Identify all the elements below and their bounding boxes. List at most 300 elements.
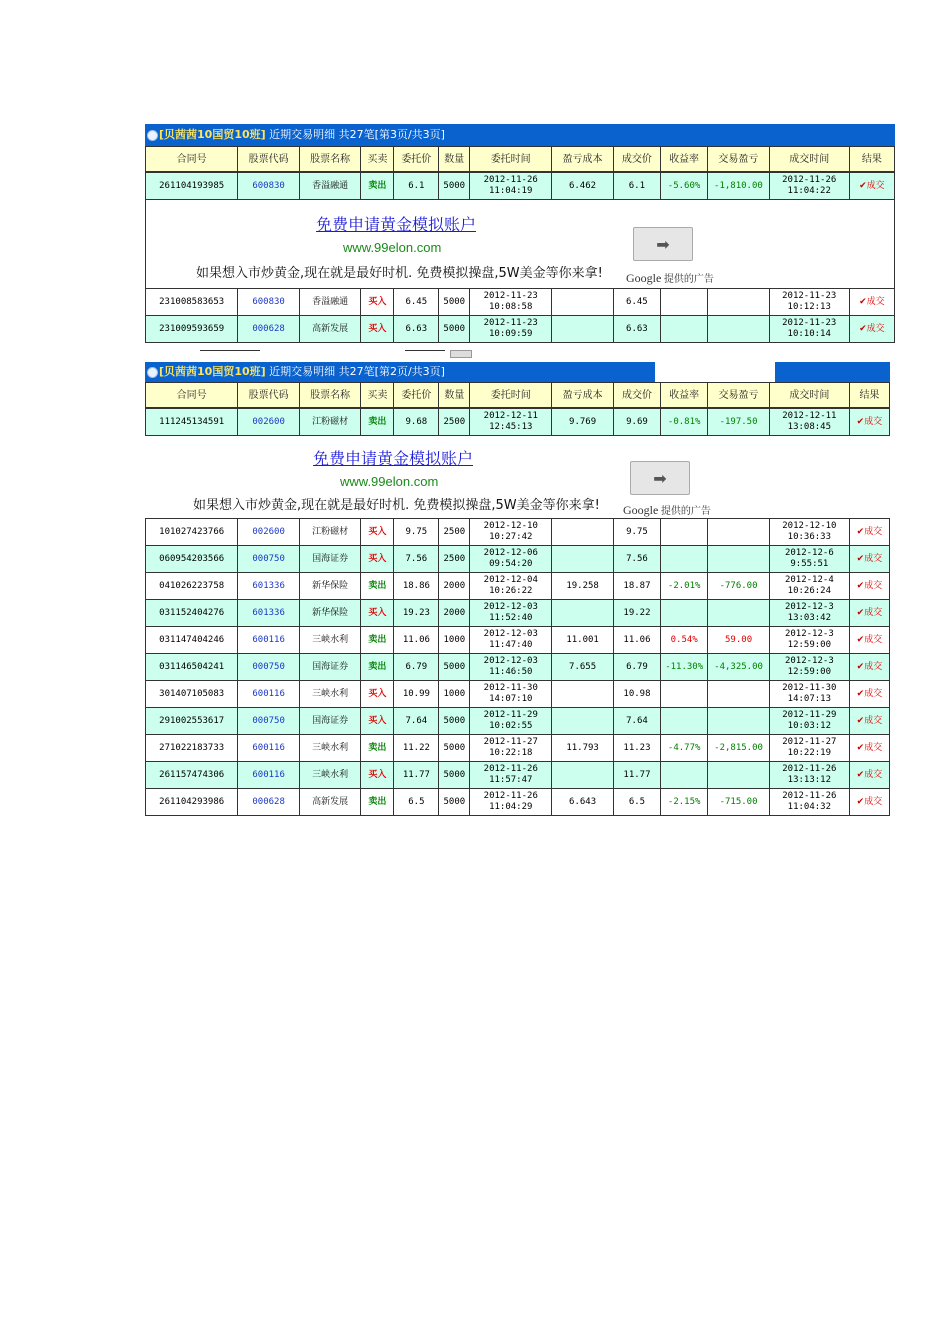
arrow-right-icon: ➡ bbox=[653, 468, 667, 488]
cost-cell: 6.643 bbox=[552, 789, 614, 816]
ad-arrow-button[interactable] bbox=[633, 227, 693, 261]
checkmark-icon: ✔ bbox=[856, 634, 865, 645]
stock-code-link[interactable]: 601336 bbox=[238, 573, 300, 600]
table-row bbox=[146, 409, 890, 436]
stock-name-cell: 江粉磁材 bbox=[299, 409, 361, 436]
quantity-cell: 1000 bbox=[439, 627, 470, 654]
order-clock-text: 10:22:18 bbox=[489, 748, 533, 758]
cost-cell: 11.001 bbox=[552, 627, 614, 654]
cost-cell: 7.655 bbox=[552, 654, 614, 681]
ad-text: 如果想入市炒黄金,现在就是最好时机. 免费模拟操盘,5W美金等你来拿! bbox=[193, 498, 600, 513]
panel-info-text: 近期交易明细 共27笔[第2页/共3页] bbox=[269, 365, 445, 378]
profit-loss-cell: -1,810.00 bbox=[708, 173, 770, 200]
header-row bbox=[146, 147, 895, 172]
result-cell bbox=[849, 409, 889, 436]
order-time-cell bbox=[470, 316, 552, 343]
ad-url[interactable]: www.99elon.com bbox=[340, 474, 439, 489]
deal-time-cell bbox=[769, 316, 849, 343]
order-time-cell bbox=[470, 654, 552, 681]
contract-id-cell: 271022183733 bbox=[146, 735, 238, 762]
ad-title-link[interactable]: 免费申请黄金模拟账户 bbox=[316, 215, 477, 234]
deal-clock-text: 13:08:45 bbox=[787, 422, 832, 432]
ad-provided-label: 提供的广告 bbox=[660, 506, 711, 517]
deal-time-cell bbox=[769, 762, 849, 789]
return-rate-cell: -5.60% bbox=[660, 173, 707, 200]
ad-banner[interactable] bbox=[145, 436, 888, 518]
deal-date-text: 2012-12-11 bbox=[782, 411, 837, 421]
ad-provided-label: 提供的广告 bbox=[663, 274, 714, 285]
order-time-cell bbox=[470, 681, 552, 708]
result-text: 成交 bbox=[864, 634, 883, 645]
column-header: 买卖 bbox=[361, 383, 394, 408]
order-price-cell: 6.45 bbox=[394, 289, 439, 316]
quantity-cell: 5000 bbox=[439, 654, 470, 681]
quantity-cell: 5000 bbox=[439, 762, 470, 789]
contract-id-cell: 261104293986 bbox=[146, 789, 238, 816]
table-row bbox=[146, 762, 890, 789]
return-rate-cell: -2.15% bbox=[661, 789, 708, 816]
result-text: 成交 bbox=[866, 180, 885, 191]
result-cell bbox=[849, 708, 889, 735]
side-cell: 卖出 bbox=[361, 573, 394, 600]
order-date-text: 2012-12-03 bbox=[483, 629, 538, 639]
column-header: 收益率 bbox=[660, 147, 707, 172]
contract-id-cell: 301407105083 bbox=[146, 681, 238, 708]
contract-id-cell: 111245134591 bbox=[146, 409, 238, 436]
stock-code-link[interactable]: 000628 bbox=[238, 789, 300, 816]
ad-title-link[interactable]: 免费申请黄金模拟账户 bbox=[313, 449, 474, 468]
google-logo: Google bbox=[626, 271, 662, 285]
checkmark-icon: ✔ bbox=[856, 715, 865, 726]
order-date-text: 2012-11-26 bbox=[483, 764, 538, 774]
title-bar-gap bbox=[655, 362, 775, 382]
checkmark-icon: ✔ bbox=[856, 769, 865, 780]
quantity-cell: 5000 bbox=[439, 316, 470, 343]
stock-code-link[interactable]: 600116 bbox=[238, 762, 300, 789]
deal-price-cell: 11.06 bbox=[613, 627, 660, 654]
google-logo: Google bbox=[623, 503, 659, 517]
order-clock-text: 11:04:19 bbox=[489, 186, 533, 196]
ad-google-label[interactable] bbox=[623, 502, 711, 518]
quantity-cell: 2500 bbox=[439, 519, 470, 546]
order-date-text: 2012-11-26 bbox=[483, 791, 538, 801]
result-text: 成交 bbox=[866, 296, 885, 307]
order-clock-text: 10:27:42 bbox=[489, 532, 533, 542]
deal-clock-text: 12:59:00 bbox=[787, 640, 832, 650]
order-price-cell: 7.64 bbox=[394, 708, 439, 735]
column-header: 交易盈亏 bbox=[708, 147, 770, 172]
order-date-text: 2012-11-27 bbox=[483, 737, 538, 747]
stock-name-cell: 高新发展 bbox=[299, 316, 361, 343]
order-clock-text: 09:54:20 bbox=[489, 559, 533, 569]
result-cell bbox=[849, 173, 894, 200]
order-date-text: 2012-12-10 bbox=[483, 521, 538, 531]
deal-date-text: 2012-11-23 bbox=[782, 291, 837, 301]
deal-price-cell: 11.77 bbox=[613, 762, 660, 789]
table-row bbox=[146, 173, 895, 200]
result-cell bbox=[849, 573, 889, 600]
result-text: 成交 bbox=[864, 416, 883, 427]
overlap-strip bbox=[200, 350, 260, 357]
side-cell: 卖出 bbox=[361, 654, 394, 681]
deal-time-cell bbox=[769, 654, 849, 681]
profit-loss-cell: -2,815.00 bbox=[708, 735, 770, 762]
contract-id-cell: 031152404276 bbox=[146, 600, 238, 627]
order-date-text: 2012-12-04 bbox=[483, 575, 538, 585]
return-rate-cell bbox=[661, 681, 708, 708]
order-time-cell bbox=[470, 573, 552, 600]
checkmark-icon: ✔ bbox=[856, 526, 865, 537]
deal-date-text: 2012-11-23 bbox=[782, 318, 837, 328]
side-cell: 卖出 bbox=[361, 735, 394, 762]
order-clock-text: 10:26:22 bbox=[489, 586, 533, 596]
contract-id-cell: 101027423766 bbox=[146, 519, 238, 546]
contract-id-cell: 291002553617 bbox=[146, 708, 238, 735]
deal-time-cell bbox=[769, 681, 849, 708]
deal-price-cell: 9.75 bbox=[613, 519, 660, 546]
deal-date-text: 2012-11-30 bbox=[782, 683, 837, 693]
table-row bbox=[146, 627, 890, 654]
checkmark-icon: ✔ bbox=[856, 742, 865, 753]
stock-code-link[interactable]: 600116 bbox=[238, 735, 300, 762]
deal-time-cell bbox=[769, 289, 849, 316]
deal-date-text: 2012-11-26 bbox=[782, 175, 837, 185]
quantity-cell: 5000 bbox=[439, 289, 470, 316]
order-date-text: 2012-11-23 bbox=[483, 291, 538, 301]
deal-price-cell: 18.87 bbox=[613, 573, 660, 600]
checkmark-icon: ✔ bbox=[856, 688, 865, 699]
order-time-cell bbox=[470, 789, 552, 816]
return-rate-cell bbox=[661, 762, 708, 789]
trade-panel-page-3 bbox=[145, 124, 895, 343]
order-price-cell: 18.86 bbox=[394, 573, 439, 600]
panel-title-bar bbox=[145, 124, 895, 146]
result-cell bbox=[849, 789, 889, 816]
quantity-cell: 2000 bbox=[439, 573, 470, 600]
result-text: 成交 bbox=[866, 323, 885, 334]
deal-clock-text: 10:36:33 bbox=[787, 532, 832, 542]
checkmark-icon: ✔ bbox=[859, 323, 867, 334]
return-rate-cell bbox=[661, 519, 708, 546]
order-price-cell: 9.75 bbox=[394, 519, 439, 546]
trade-table-header bbox=[145, 146, 895, 172]
order-clock-text: 10:09:59 bbox=[489, 329, 533, 339]
deal-price-cell: 9.69 bbox=[613, 409, 660, 436]
profit-loss-cell: 59.00 bbox=[708, 627, 770, 654]
stock-name-cell: 国海证券 bbox=[299, 546, 361, 573]
column-header: 成交时间 bbox=[769, 383, 849, 408]
trade-table-top bbox=[145, 172, 895, 200]
column-header: 成交价 bbox=[613, 383, 660, 408]
deal-time-cell bbox=[769, 627, 849, 654]
stock-code-link[interactable]: 601336 bbox=[238, 600, 300, 627]
ad-url[interactable]: www.99elon.com bbox=[343, 240, 442, 255]
order-clock-text: 11:57:47 bbox=[489, 775, 533, 785]
table-row bbox=[146, 789, 890, 816]
deal-price-cell: 11.23 bbox=[613, 735, 660, 762]
stock-name-cell: 新华保险 bbox=[299, 573, 361, 600]
deal-clock-text: 10:10:14 bbox=[787, 329, 831, 339]
table-row bbox=[146, 654, 890, 681]
checkmark-icon: ✔ bbox=[856, 553, 865, 564]
checkmark-icon: ✔ bbox=[859, 180, 867, 191]
stock-code-link[interactable]: 000750 bbox=[238, 654, 300, 681]
overlap-strip bbox=[450, 350, 472, 358]
contract-id-cell: 031146504241 bbox=[146, 654, 238, 681]
deal-date-text: 2012-12-6 bbox=[784, 548, 834, 558]
table-row bbox=[146, 708, 890, 735]
quantity-cell: 5000 bbox=[439, 708, 470, 735]
trade-table-bottom bbox=[145, 288, 895, 343]
profit-loss-cell: -197.50 bbox=[708, 409, 770, 436]
quantity-cell: 2000 bbox=[439, 600, 470, 627]
cost-cell bbox=[552, 600, 614, 627]
return-rate-cell: -11.30% bbox=[661, 654, 708, 681]
cost-cell: 19.258 bbox=[552, 573, 614, 600]
column-header: 交易盈亏 bbox=[708, 383, 770, 408]
checkmark-icon: ✔ bbox=[856, 796, 865, 807]
order-clock-text: 10:08:58 bbox=[489, 302, 533, 312]
stock-name-cell: 江粉磁材 bbox=[299, 519, 361, 546]
table-row bbox=[146, 735, 890, 762]
globe-icon bbox=[147, 367, 158, 378]
class-name-link[interactable]: [贝茜茜10国贸10班] bbox=[159, 365, 266, 378]
side-cell: 卖出 bbox=[361, 409, 394, 436]
trade-table-top bbox=[145, 408, 890, 436]
quantity-cell: 5000 bbox=[439, 789, 470, 816]
deal-clock-text: 13:03:42 bbox=[787, 613, 832, 623]
column-header: 数量 bbox=[439, 383, 470, 408]
deal-date-text: 2012-11-26 bbox=[782, 791, 837, 801]
contract-id-cell: 261157474306 bbox=[146, 762, 238, 789]
cost-cell: 9.769 bbox=[552, 409, 614, 436]
cost-cell bbox=[552, 546, 614, 573]
deal-clock-text: 10:26:24 bbox=[787, 586, 832, 596]
trade-table-bottom-clip bbox=[145, 518, 890, 812]
stock-code-link[interactable]: 000750 bbox=[238, 708, 300, 735]
order-price-cell: 6.79 bbox=[394, 654, 439, 681]
deal-price-cell: 19.22 bbox=[613, 600, 660, 627]
deal-clock-text: 11:04:22 bbox=[787, 186, 831, 196]
order-time-cell bbox=[470, 762, 552, 789]
order-price-cell: 10.99 bbox=[394, 681, 439, 708]
order-clock-text: 11:46:50 bbox=[489, 667, 533, 677]
order-price-cell: 7.56 bbox=[394, 546, 439, 573]
column-header: 成交时间 bbox=[769, 147, 849, 172]
column-header: 委托时间 bbox=[470, 147, 552, 172]
stock-code-link[interactable]: 002600 bbox=[238, 519, 300, 546]
profit-loss-cell bbox=[708, 289, 770, 316]
result-cell bbox=[849, 316, 894, 343]
table-row bbox=[146, 681, 890, 708]
cost-cell: 6.462 bbox=[552, 173, 614, 200]
order-time-cell bbox=[470, 708, 552, 735]
cost-cell bbox=[552, 519, 614, 546]
stock-name-cell: 香溢融通 bbox=[299, 173, 361, 200]
result-text: 成交 bbox=[864, 553, 883, 564]
ad-text: 如果想入市炒黄金,现在就是最好时机. 免费模拟操盘,5W美金等你来拿! bbox=[196, 266, 603, 281]
return-rate-cell bbox=[661, 600, 708, 627]
globe-icon bbox=[147, 130, 158, 141]
stock-code-link[interactable]: 600830 bbox=[238, 289, 300, 316]
deal-clock-text: 10:03:12 bbox=[787, 721, 832, 731]
side-cell: 买入 bbox=[361, 546, 394, 573]
result-cell bbox=[849, 735, 889, 762]
side-cell: 买入 bbox=[361, 289, 394, 316]
table-row bbox=[146, 573, 890, 600]
stock-name-cell: 香溢融通 bbox=[299, 289, 361, 316]
deal-clock-text: 12:59:00 bbox=[787, 667, 832, 677]
return-rate-cell: -0.81% bbox=[661, 409, 708, 436]
result-text: 成交 bbox=[864, 715, 883, 726]
contract-id-cell: 231008583653 bbox=[146, 289, 238, 316]
return-rate-cell: 0.54% bbox=[661, 627, 708, 654]
result-cell bbox=[849, 546, 889, 573]
result-text: 成交 bbox=[864, 526, 883, 537]
result-cell bbox=[849, 289, 894, 316]
deal-price-cell: 6.79 bbox=[613, 654, 660, 681]
cost-cell bbox=[552, 289, 614, 316]
table-row bbox=[146, 600, 890, 627]
table-row bbox=[146, 546, 890, 573]
order-clock-text: 11:47:40 bbox=[489, 640, 533, 650]
result-cell bbox=[849, 600, 889, 627]
deal-clock-text: 14:07:13 bbox=[787, 694, 832, 704]
deal-price-cell: 10.98 bbox=[613, 681, 660, 708]
column-header: 盈亏成本 bbox=[552, 383, 614, 408]
checkmark-icon: ✔ bbox=[856, 580, 865, 591]
profit-loss-cell bbox=[708, 762, 770, 789]
result-text: 成交 bbox=[864, 769, 883, 780]
trade-panel-page-2 bbox=[145, 362, 890, 812]
contract-id-cell: 261104193985 bbox=[146, 173, 238, 200]
column-header: 委托价 bbox=[394, 383, 439, 408]
order-date-text: 2012-11-26 bbox=[483, 175, 538, 185]
stock-name-cell: 国海证券 bbox=[299, 654, 361, 681]
profit-loss-cell: -715.00 bbox=[708, 789, 770, 816]
order-clock-text: 12:45:13 bbox=[489, 422, 533, 432]
deal-price-cell: 6.45 bbox=[613, 289, 660, 316]
return-rate-cell: -2.01% bbox=[661, 573, 708, 600]
checkmark-icon: ✔ bbox=[859, 296, 867, 307]
table-row bbox=[146, 519, 890, 546]
panel-info-text: 近期交易明细 共27笔[第3页/共3页] bbox=[269, 128, 445, 141]
profit-loss-cell bbox=[708, 546, 770, 573]
side-cell: 买入 bbox=[361, 600, 394, 627]
deal-date-text: 2012-12-3 bbox=[784, 629, 834, 639]
order-price-cell: 9.68 bbox=[394, 409, 439, 436]
ad-arrow-button[interactable] bbox=[630, 461, 690, 495]
deal-date-text: 2012-11-29 bbox=[782, 710, 837, 720]
deal-date-text: 2012-12-3 bbox=[784, 602, 834, 612]
contract-id-cell: 031147404246 bbox=[146, 627, 238, 654]
deal-time-cell bbox=[769, 519, 849, 546]
cost-cell bbox=[552, 708, 614, 735]
return-rate-cell bbox=[661, 708, 708, 735]
order-price-cell: 11.22 bbox=[394, 735, 439, 762]
deal-price-cell: 7.64 bbox=[613, 708, 660, 735]
stock-code-link[interactable]: 000750 bbox=[238, 546, 300, 573]
stock-code-link[interactable]: 600116 bbox=[238, 681, 300, 708]
order-date-text: 2012-12-11 bbox=[483, 411, 538, 421]
cost-cell bbox=[552, 762, 614, 789]
ad-banner[interactable] bbox=[145, 200, 895, 288]
return-rate-cell bbox=[661, 546, 708, 573]
return-rate-cell bbox=[660, 289, 707, 316]
result-cell bbox=[849, 762, 889, 789]
stock-name-cell: 三峡水利 bbox=[299, 735, 361, 762]
trade-table-header bbox=[145, 382, 890, 408]
checkmark-icon: ✔ bbox=[856, 607, 865, 618]
panel-title-bar bbox=[145, 362, 890, 382]
result-text: 成交 bbox=[864, 688, 883, 699]
cost-cell bbox=[552, 316, 614, 343]
column-header: 盈亏成本 bbox=[552, 147, 614, 172]
deal-date-text: 2012-11-26 bbox=[782, 764, 837, 774]
side-cell: 卖出 bbox=[361, 627, 394, 654]
order-price-cell: 11.06 bbox=[394, 627, 439, 654]
side-cell: 卖出 bbox=[361, 789, 394, 816]
deal-time-cell bbox=[769, 735, 849, 762]
stock-code-link[interactable]: 600830 bbox=[238, 173, 300, 200]
deal-clock-text: 13:13:12 bbox=[787, 775, 832, 785]
order-clock-text: 14:07:10 bbox=[489, 694, 533, 704]
column-header: 收益率 bbox=[661, 383, 708, 408]
stock-code-link[interactable]: 000628 bbox=[238, 316, 300, 343]
side-cell: 买入 bbox=[361, 681, 394, 708]
class-name-link[interactable]: [贝茜茜10国贸10班] bbox=[159, 128, 266, 141]
stock-name-cell: 新华保险 bbox=[299, 600, 361, 627]
profit-loss-cell bbox=[708, 681, 770, 708]
stock-code-link[interactable]: 600116 bbox=[238, 627, 300, 654]
ad-google-label[interactable] bbox=[626, 270, 714, 286]
profit-loss-cell bbox=[708, 708, 770, 735]
order-date-text: 2012-12-03 bbox=[483, 656, 538, 666]
contract-id-cell: 231009593659 bbox=[146, 316, 238, 343]
result-text: 成交 bbox=[864, 742, 883, 753]
deal-time-cell bbox=[769, 600, 849, 627]
deal-price-cell: 6.5 bbox=[613, 789, 660, 816]
arrow-right-icon: ➡ bbox=[656, 234, 670, 254]
contract-id-cell: 060954203566 bbox=[146, 546, 238, 573]
checkmark-icon: ✔ bbox=[856, 661, 865, 672]
stock-code-link[interactable]: 002600 bbox=[238, 409, 300, 436]
column-header: 合同号 bbox=[146, 383, 238, 408]
deal-clock-text: 9:55:51 bbox=[790, 559, 829, 569]
column-header: 委托时间 bbox=[470, 383, 552, 408]
cost-cell: 11.793 bbox=[552, 735, 614, 762]
profit-loss-cell: -776.00 bbox=[708, 573, 770, 600]
order-time-cell bbox=[470, 600, 552, 627]
result-cell bbox=[849, 627, 889, 654]
column-header: 股票代码 bbox=[238, 147, 300, 172]
result-cell bbox=[849, 681, 889, 708]
result-text: 成交 bbox=[864, 607, 883, 618]
stock-name-cell: 三峡水利 bbox=[299, 627, 361, 654]
order-price-cell: 11.77 bbox=[394, 762, 439, 789]
deal-clock-text: 10:12:13 bbox=[787, 302, 831, 312]
order-clock-text: 10:02:55 bbox=[489, 721, 533, 731]
order-time-cell bbox=[470, 519, 552, 546]
side-cell: 买入 bbox=[361, 708, 394, 735]
deal-date-text: 2012-11-27 bbox=[782, 737, 837, 747]
trade-table-bottom bbox=[145, 518, 890, 816]
table-row bbox=[146, 316, 895, 343]
result-cell bbox=[849, 654, 889, 681]
header-row bbox=[146, 383, 890, 408]
quantity-cell: 5000 bbox=[439, 173, 470, 200]
order-clock-text: 11:04:29 bbox=[489, 802, 533, 812]
